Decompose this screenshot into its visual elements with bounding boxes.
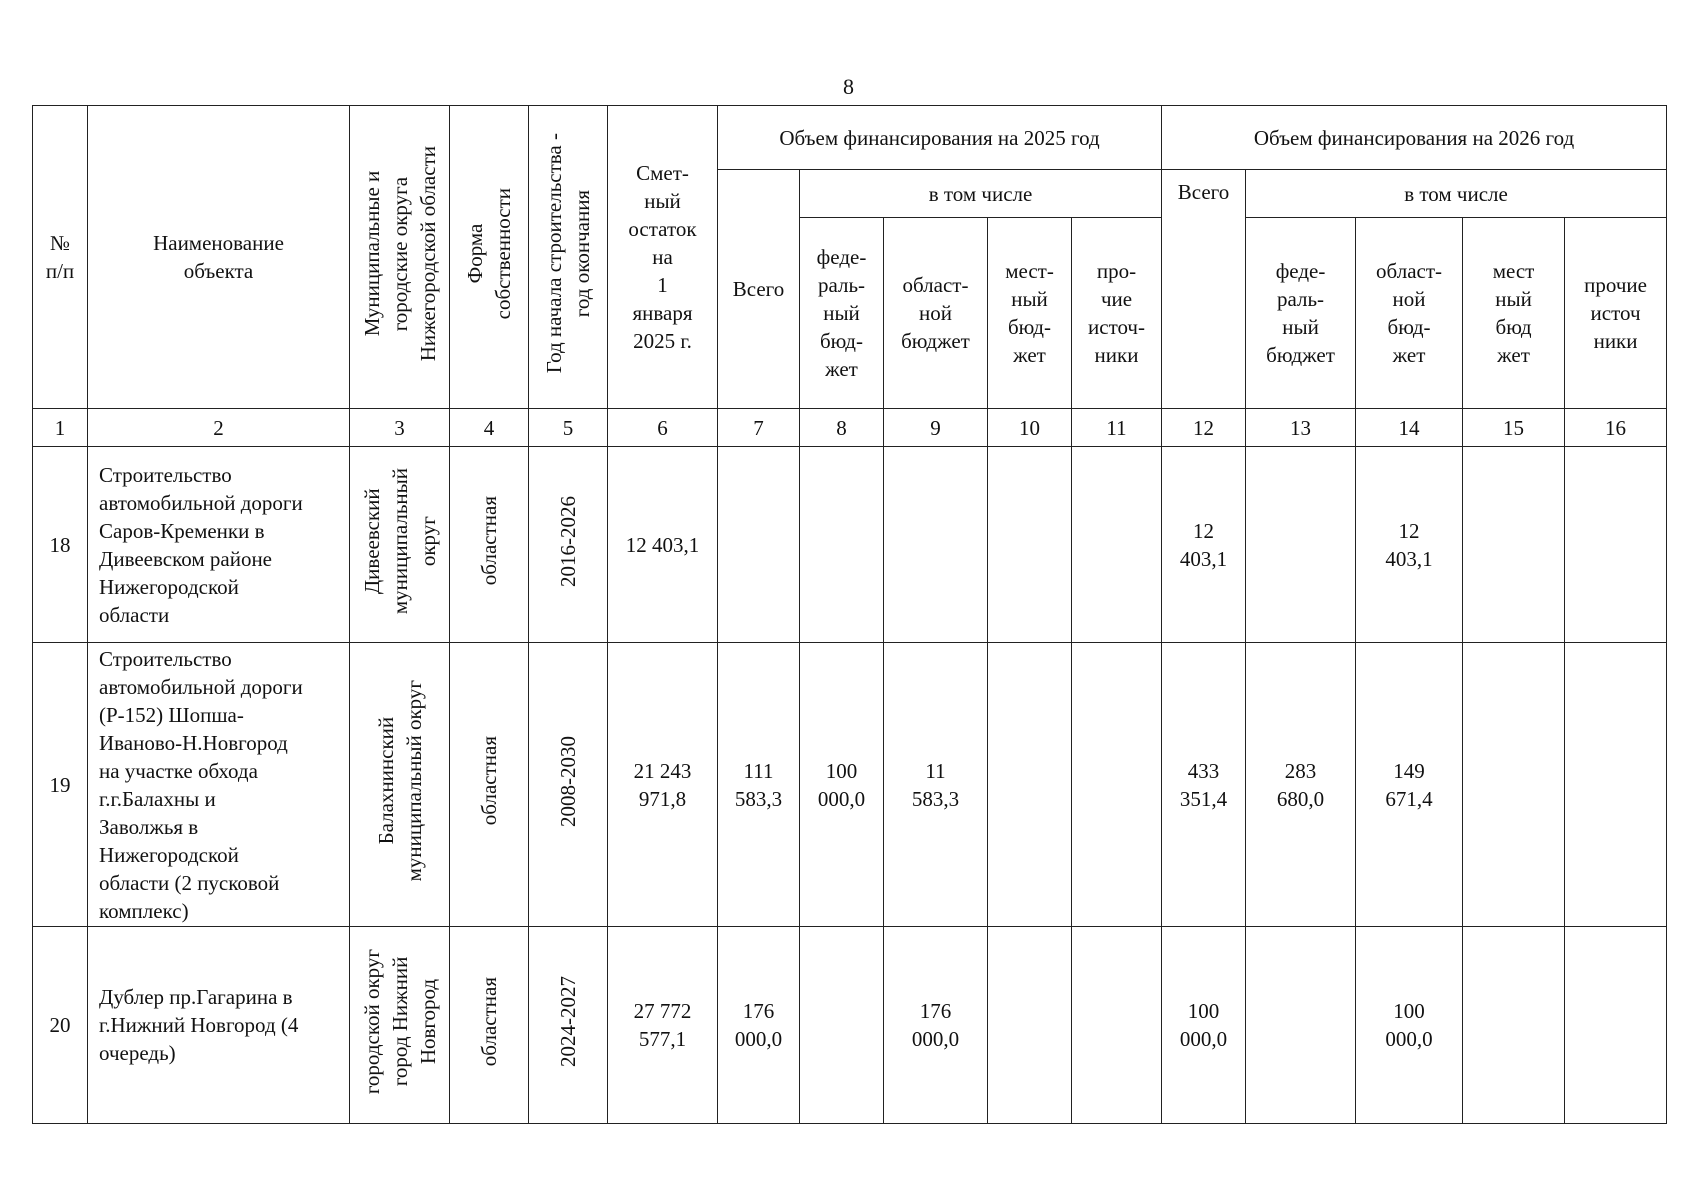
row-regional-2026: 12 403,1 bbox=[1356, 447, 1463, 643]
table-row bbox=[33, 447, 1667, 643]
column-number: 5 bbox=[529, 409, 608, 447]
header-regional-2025: област- ной бюджет bbox=[884, 218, 988, 409]
row-local-2025 bbox=[988, 927, 1072, 1124]
header-name: Наименование объекта bbox=[88, 106, 350, 409]
table-row bbox=[33, 643, 1667, 927]
row-ownership-text: областная bbox=[477, 976, 501, 1067]
column-number: 1 bbox=[33, 409, 88, 447]
row-municipal-text: городской округ город Нижний Новгород bbox=[359, 948, 440, 1095]
column-number: 9 bbox=[884, 409, 988, 447]
column-number: 8 bbox=[800, 409, 884, 447]
header-ownership-text: Форма собственности bbox=[463, 187, 515, 320]
row-years bbox=[529, 643, 608, 927]
header-ownership bbox=[450, 106, 529, 409]
column-number: 3 bbox=[350, 409, 450, 447]
header-regional-2026: област- ной бюд- жет bbox=[1356, 218, 1463, 409]
row-ownership bbox=[450, 927, 529, 1124]
header-other-2025: про- чие источ- ники bbox=[1072, 218, 1162, 409]
row-num: 19 bbox=[33, 643, 88, 927]
row-estimate: 12 403,1 bbox=[608, 447, 718, 643]
row-ownership-text: областная bbox=[477, 496, 501, 586]
header-municipal-text: Муниципальные и городские округа Нижегородской области bbox=[359, 145, 440, 362]
row-name: Дублер пр.Гагарина в г.Нижний Новгород (4 очередь) bbox=[88, 927, 350, 1124]
row-regional-2026: 149 671,4 bbox=[1356, 643, 1463, 927]
row-regional-2025: 11 583,3 bbox=[884, 643, 988, 927]
row-total-2025: 176 000,0 bbox=[718, 927, 800, 1124]
row-total-2026: 100 000,0 bbox=[1162, 927, 1246, 1124]
row-other-2026 bbox=[1565, 643, 1667, 927]
row-local-2026 bbox=[1463, 927, 1565, 1124]
column-number: 14 bbox=[1356, 409, 1463, 447]
row-federal-2026 bbox=[1246, 447, 1356, 643]
header-years-text: Год начала строительства - год окончания bbox=[542, 133, 594, 374]
row-federal-2025 bbox=[800, 927, 884, 1124]
header-estimate: Смет- ный остаток на 1 января 2025 г. bbox=[608, 106, 718, 409]
row-ownership-text: областная bbox=[477, 736, 501, 826]
header-funding-2025: Объем финансирования на 2025 год bbox=[718, 106, 1162, 170]
column-number: 4 bbox=[450, 409, 529, 447]
row-other-2025 bbox=[1072, 643, 1162, 927]
row-other-2026 bbox=[1565, 927, 1667, 1124]
row-local-2025 bbox=[988, 447, 1072, 643]
row-total-2025: 111 583,3 bbox=[718, 643, 800, 927]
row-regional-2026: 100 000,0 bbox=[1356, 927, 1463, 1124]
row-ownership bbox=[450, 643, 529, 927]
header-federal-2025: феде- раль- ный бюд- жет bbox=[800, 218, 884, 409]
row-local-2025 bbox=[988, 643, 1072, 927]
column-number: 11 bbox=[1072, 409, 1162, 447]
row-municipal bbox=[350, 643, 450, 927]
row-federal-2025 bbox=[800, 447, 884, 643]
column-number: 7 bbox=[718, 409, 800, 447]
column-numbers-row bbox=[33, 409, 1667, 447]
row-regional-2025: 176 000,0 bbox=[884, 927, 988, 1124]
row-estimate: 21 243 971,8 bbox=[608, 643, 718, 927]
header-years bbox=[529, 106, 608, 409]
column-number: 15 bbox=[1463, 409, 1565, 447]
row-num: 18 bbox=[33, 447, 88, 643]
row-years-text: 2008-2030 bbox=[556, 735, 580, 827]
row-municipal-text: Дивеевский муниципальный округ bbox=[359, 467, 440, 615]
row-municipal-text: Балахнинский муниципальный округ bbox=[373, 680, 426, 882]
column-number: 16 bbox=[1565, 409, 1667, 447]
row-other-2025 bbox=[1072, 447, 1162, 643]
row-local-2026 bbox=[1463, 447, 1565, 643]
header-federal-2026: феде- раль- ный бюджет bbox=[1246, 218, 1356, 409]
column-number: 10 bbox=[988, 409, 1072, 447]
header-total-2025: Всего bbox=[718, 170, 800, 409]
row-total-2025 bbox=[718, 447, 800, 643]
row-other-2025 bbox=[1072, 927, 1162, 1124]
row-years-text: 2016-2026 bbox=[556, 495, 580, 587]
row-years bbox=[529, 927, 608, 1124]
header-local-2025: мест- ный бюд- жет bbox=[988, 218, 1072, 409]
column-number: 2 bbox=[88, 409, 350, 447]
row-federal-2026 bbox=[1246, 927, 1356, 1124]
row-municipal bbox=[350, 927, 450, 1124]
funding-table bbox=[32, 105, 1667, 1124]
row-regional-2025 bbox=[884, 447, 988, 643]
header-including-2026: в том числе bbox=[1246, 170, 1667, 218]
row-total-2026: 433 351,4 bbox=[1162, 643, 1246, 927]
row-municipal bbox=[350, 447, 450, 643]
row-years bbox=[529, 447, 608, 643]
header-num: № п/п bbox=[33, 106, 88, 409]
row-total-2026: 12 403,1 bbox=[1162, 447, 1246, 643]
row-local-2026 bbox=[1463, 643, 1565, 927]
header-other-2026: прочие источ ники bbox=[1565, 218, 1667, 409]
column-number: 12 bbox=[1162, 409, 1246, 447]
row-name: Строительство автомобильной дороги Саров-Кременки в Дивеевском районе Нижегородской области bbox=[88, 447, 350, 643]
row-federal-2025: 100 000,0 bbox=[800, 643, 884, 927]
row-name: Строительство автомобильной дороги (Р-152) Шопша- Иваново-Н.Новгород на участке обхода г.г.Балахны и Заволжья в Нижегородской области (2 пусковой комплекс) bbox=[88, 643, 350, 927]
row-years-text: 2024-2027 bbox=[556, 976, 580, 1067]
row-estimate: 27 772 577,1 bbox=[608, 927, 718, 1124]
header-local-2026: мест ный бюд жет bbox=[1463, 218, 1565, 409]
row-num: 20 bbox=[33, 927, 88, 1124]
table-row bbox=[33, 927, 1667, 1124]
header-total-2026: Всего bbox=[1162, 170, 1246, 409]
row-ownership bbox=[450, 447, 529, 643]
header-funding-2026: Объем финансирования на 2026 год bbox=[1162, 106, 1667, 170]
header-including-2025: в том числе bbox=[800, 170, 1162, 218]
header-municipal bbox=[350, 106, 450, 409]
row-federal-2026: 283 680,0 bbox=[1246, 643, 1356, 927]
column-number: 13 bbox=[1246, 409, 1356, 447]
row-other-2026 bbox=[1565, 447, 1667, 643]
page-number: 8 bbox=[843, 74, 854, 99]
column-number: 6 bbox=[608, 409, 718, 447]
